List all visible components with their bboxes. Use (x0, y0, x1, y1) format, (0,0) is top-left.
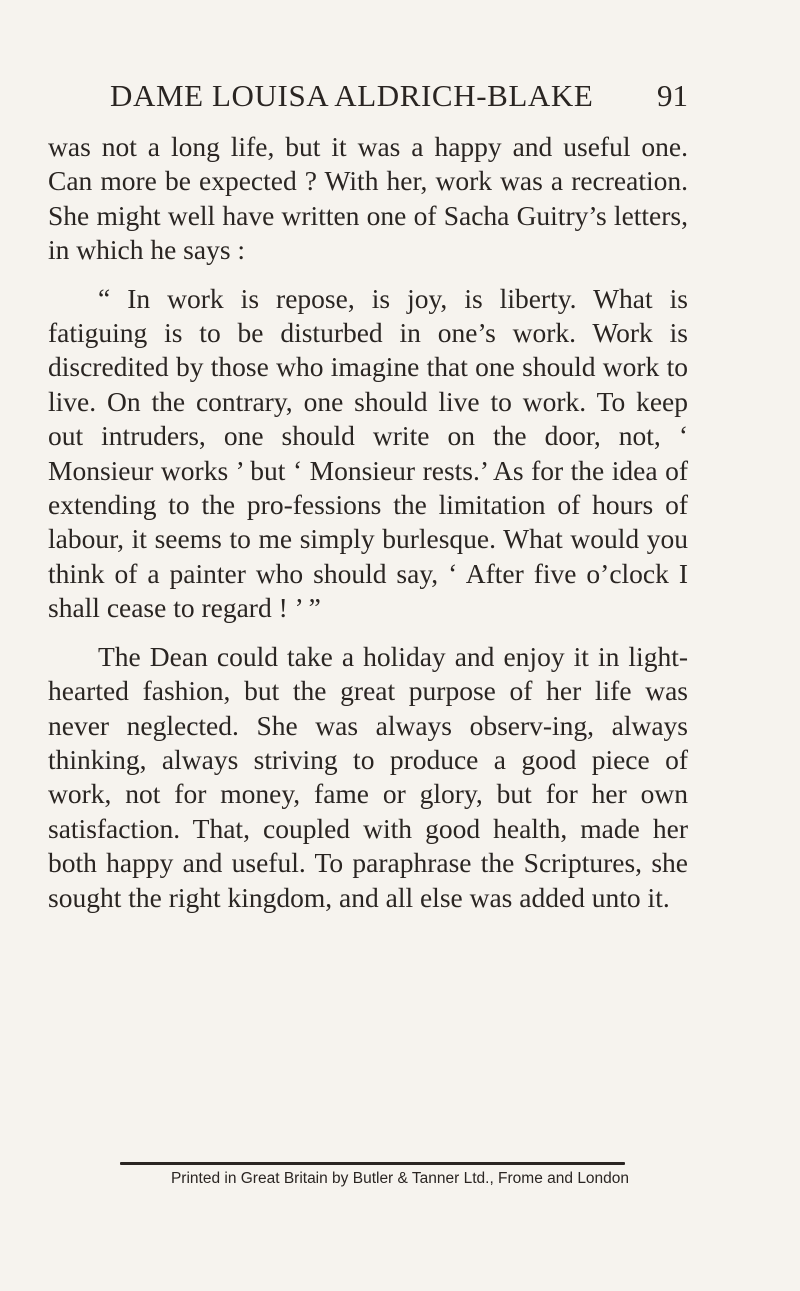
footer-rule (120, 1162, 625, 1165)
printer-imprint: Printed in Great Britain by Butler & Tanner Ltd., Frome and London (170, 1170, 630, 1187)
page-number: 91 (657, 78, 688, 113)
paragraph-quotation: “ In work is repose, is joy, is liberty. What is fatiguing is to be disturbed in one’s work. Work is discredited by those who imagine that one should work to live. On the contrary, one should live to work. To keep out intruders, one should write on the door, not, ‘ Monsieur works ’ but ‘ Monsieur rests.’ As for the idea of extending to the pro-fessions the limitation of hours of labour, it seems to me simply burlesque. What would you think of a painter who should say, ‘ After five o’clock I shall cease to regard ! ’ ” (48, 282, 688, 624)
running-title: DAME LOUISA ALDRICH-BLAKE (110, 78, 594, 113)
body-text (48, 130, 688, 915)
paragraph-continuation: was not a long life, but it was a happy and useful one. Can more be expected ? With her, work was a recreation. She might well have written one of Sacha Guitry’s letters, in which he says : (48, 131, 688, 266)
running-head (110, 78, 688, 118)
paragraph-closing: The Dean could take a holiday and enjoy it in light-hearted fashion, but the great purpose of her life was never neglected. She was always observ-ing, always thinking, always striving to produce a good piece of work, not for money, fame or glory, but for her own satisfaction. That, coupled with good health, made her both happy and useful. To paraphrase the Scriptures, she sought the right kingdom, and all else was added unto it. (48, 640, 688, 913)
